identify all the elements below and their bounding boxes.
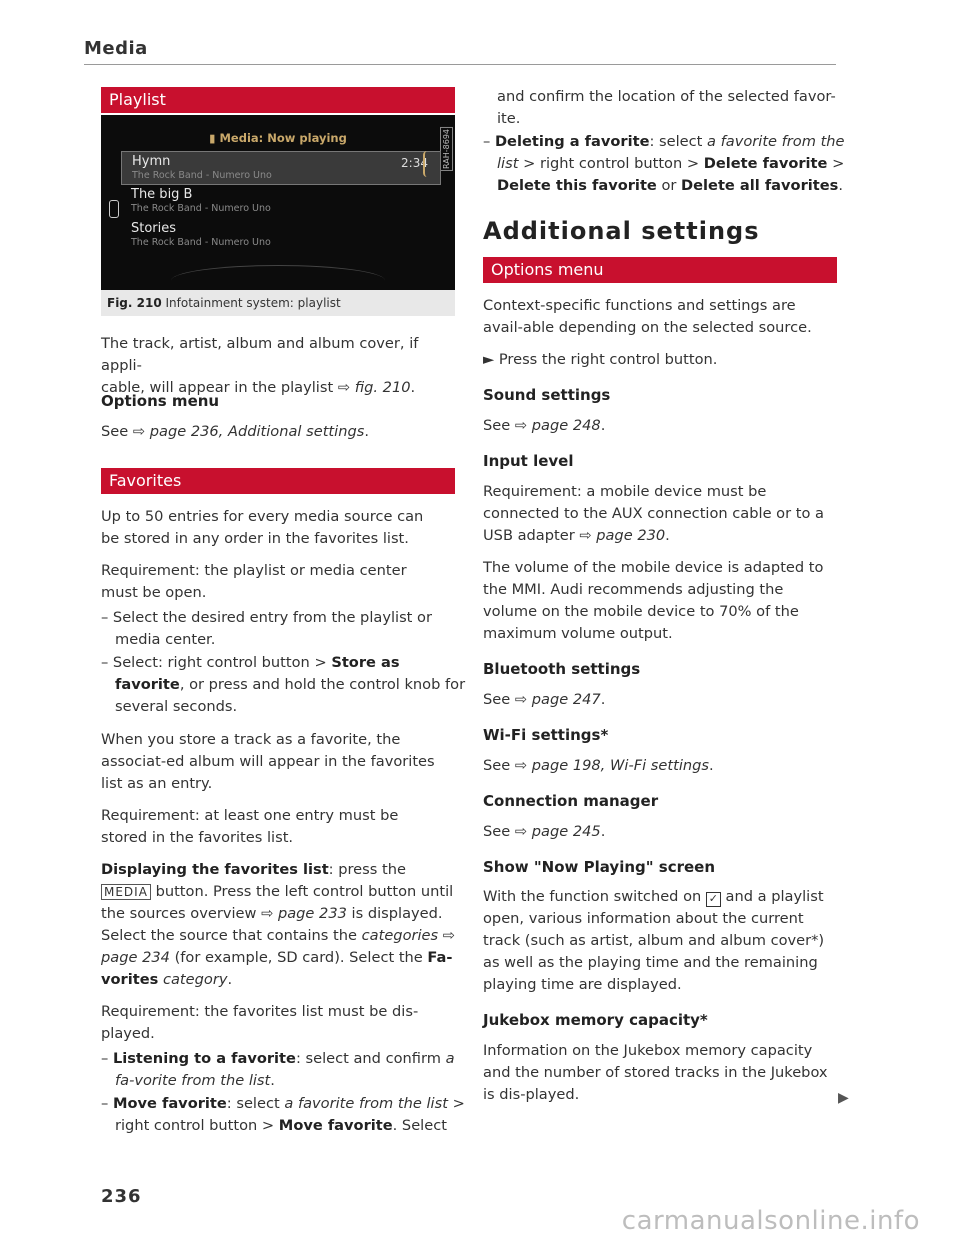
track-artist: The Rock Band - Numero Uno <box>131 203 271 214</box>
text: category <box>162 971 228 988</box>
text: With the function switched on <box>483 888 706 905</box>
scroll-indicator-icon <box>109 200 119 218</box>
media-icon: ▮ <box>209 131 220 145</box>
track-artist: The Rock Band - Numero Uno <box>131 237 271 248</box>
sound-see: See ⇨ page 248. <box>483 417 606 434</box>
page-ref-link[interactable]: ⇨ page 248 <box>514 417 601 434</box>
track-title: Stories <box>131 221 177 236</box>
favorites-step-1: – Select the desired entry from the playlist or media center. <box>101 609 432 648</box>
figure-caption-text: Infotainment system: playlist <box>165 296 341 310</box>
screen-title-text: Media: Now playing <box>219 131 347 145</box>
figure-caption <box>101 290 455 316</box>
text: : select <box>226 1095 285 1112</box>
page-ref-link[interactable]: ⇨ page 234 <box>101 927 456 966</box>
additional-settings-heading: Additional settings <box>483 217 760 245</box>
text: See <box>483 417 515 434</box>
options-menu-heading: Options menu <box>101 392 220 410</box>
sound-settings-heading: Sound settings <box>483 386 611 404</box>
text: See <box>483 757 515 774</box>
track-row <box>121 219 441 251</box>
text: Move favorite <box>278 1117 393 1134</box>
screen-title <box>101 131 455 145</box>
text: Delete all favorites <box>681 177 839 194</box>
text: or <box>656 177 682 194</box>
track-row <box>121 185 441 217</box>
connection-manager-heading: Connection manager <box>483 792 659 810</box>
text: . Select <box>392 1117 447 1134</box>
section-header: Media <box>84 38 148 59</box>
favorites-store-note: When you store a track as a favorite, the associat-ed album will appear in the favorites list as an entry. <box>101 731 435 792</box>
text: Delete favorite <box>703 155 828 172</box>
favorites-step-2 <box>101 652 469 718</box>
favorites-bar-label: Favorites <box>109 471 182 490</box>
header-rule <box>84 64 836 65</box>
watermark: carmanualsonline.info <box>621 1206 920 1236</box>
next-page-arrow-icon: ▶ <box>838 1090 849 1106</box>
media-key: MEDIA <box>101 884 151 900</box>
right-control-icon <box>423 151 433 177</box>
jukebox-text: Information on the Jukebox memory capacity and the number of stored tracks in the Jukebox is dis-played. <box>483 1042 828 1103</box>
input-level-heading: Input level <box>483 452 574 470</box>
text: Deleting a favorite <box>494 133 650 150</box>
page-ref-link[interactable]: ⇨ page 198, Wi-Fi settings <box>514 757 709 774</box>
track-row-selected <box>121 151 441 185</box>
text: > <box>827 155 845 172</box>
now-playing-text <box>483 886 837 996</box>
page-ref-link[interactable]: ⇨ page 245 <box>514 823 601 840</box>
input-requirement: Requirement: a mobile device must be connected to the AUX connection cable or to a USB adapter ⇨ page 230. <box>483 483 824 544</box>
now-playing-heading: Show "Now Playing" screen <box>483 858 716 876</box>
fig-ref-link[interactable]: ⇨ fig. 210 <box>337 379 411 396</box>
screen-arc-decoration <box>171 265 385 290</box>
favorites-requirement-2: Requirement: at least one entry must be stored in the favorites list. <box>101 807 399 846</box>
text: > right control button > <box>115 1095 465 1134</box>
page-number: 236 <box>101 1186 142 1207</box>
text: Listening to a favorite <box>112 1050 296 1067</box>
text: (for example, SD card). Select the <box>169 949 428 966</box>
favorites-intro: Up to 50 entries for every media source can be stored in any order in the favorites list. <box>101 508 424 547</box>
bluetooth-settings-heading: Bluetooth settings <box>483 660 641 678</box>
text: a fa-vorite from the list <box>115 1050 455 1089</box>
listening-favorite: – Listening to a favorite: select and confirm a fa-vorite from the list. <box>101 1050 455 1089</box>
continue-text: and confirm the location of the selected favor-ite. <box>497 88 836 127</box>
deleting-favorite: – Deleting a favorite: select a favorite from the list > right control button > Delete favorite > Delete this favorite or Delete all favorites. <box>483 133 845 194</box>
image-code: RAH-8694 <box>442 129 451 169</box>
bluetooth-see: See ⇨ page 247. <box>483 691 606 708</box>
displaying-favorites: Displaying the favorites list: press the MEDIA button. Press the left control button until the sources overview ⇨ page 233 is displayed. Select the source that contains the categories ⇨ page 234 (for example, SD card). Select the Fa-vorites category. <box>101 861 456 988</box>
page-ref-link[interactable]: ⇨ page 236, Additional settings <box>132 423 365 440</box>
favorites-section-bar <box>101 468 455 494</box>
text: a favorite from the list <box>284 1095 448 1112</box>
text: > right control button > <box>518 155 704 172</box>
press-right-control: ► Press the right control button. <box>483 351 718 368</box>
playlist-bar-label: Playlist <box>109 90 166 109</box>
text: – Select: right control button > <box>101 654 332 671</box>
text: Fa-vorites <box>101 949 453 988</box>
jukebox-heading: Jukebox memory capacity* <box>483 1011 708 1029</box>
text: : select <box>649 133 708 150</box>
options-bar-label: Options menu <box>491 260 604 279</box>
text: Delete this favorite <box>497 177 657 194</box>
options-see: See ⇨ page 236, Additional settings. <box>101 423 369 440</box>
text: a favorite from the list <box>497 133 845 172</box>
track-title: The big B <box>131 187 193 202</box>
track-time: 2:34 <box>401 156 428 170</box>
text: Requirement: a mobile device must be connected to the AUX connection cable or to a USB adapter <box>483 483 824 544</box>
checkbox-checked-icon: ✓ <box>706 892 721 907</box>
text: , or press and hold the control knob for several seconds. <box>115 676 466 715</box>
figure-label: Fig. 210 <box>107 296 162 310</box>
track-artist: The Rock Band - Numero Uno <box>132 170 272 181</box>
text: Store as favorite <box>115 654 400 693</box>
text: See <box>483 691 515 708</box>
page-ref-link[interactable]: ⇨ page 233 <box>261 905 347 922</box>
text: : press the <box>328 861 406 878</box>
text: The track, artist, album and album cover, if appli- <box>101 335 419 374</box>
text: button. Press the left control button until the sources overview <box>101 883 454 922</box>
text: See <box>101 423 133 440</box>
favorites-requirement-1: Requirement: the playlist or media center must be open. <box>101 562 407 601</box>
context-text: Context-specific functions and settings are avail-able depending on the selected source. <box>483 297 812 336</box>
track-title: Hymn <box>132 154 171 169</box>
text: : select and confirm <box>295 1050 446 1067</box>
text: cable, will appear in the playlist <box>101 379 338 396</box>
playlist-description: The track, artist, album and album cover, if appli- cable, will appear in the playlist ⇨ fig. 210. <box>101 335 419 396</box>
playlist-figure <box>101 115 455 290</box>
wifi-see: See ⇨ page 198, Wi-Fi settings. <box>483 757 714 774</box>
text: is displayed. Select the source that contains the <box>101 905 443 944</box>
page-ref-link[interactable]: ⇨ page 230 <box>579 527 666 544</box>
move-favorite: – Move favorite: select a favorite from the list > right control button > Move favorite. Select <box>101 1095 465 1134</box>
text: categories <box>361 927 439 944</box>
options-menu-bar <box>483 257 837 283</box>
connection-see: See ⇨ page 245. <box>483 823 606 840</box>
text: Move favorite <box>112 1095 227 1112</box>
wifi-settings-heading: Wi-Fi settings* <box>483 726 609 744</box>
input-volume-text: The volume of the mobile device is adapted to the MMI. Audi recommends adjusting the volume on the mobile device to 70% of the maximum volume output. <box>483 559 824 642</box>
text: Displaying the favorites list <box>101 861 329 878</box>
text: See <box>483 823 515 840</box>
playlist-section-bar <box>101 87 455 113</box>
favorites-requirement-3: Requirement: the favorites list must be dis-played. <box>101 1003 419 1042</box>
text: and a playlist open, various information about the current track (such as artist, album and album cover*) as well as the playing time and the remaining playing time are displayed. <box>483 888 825 993</box>
page-ref-link[interactable]: ⇨ page 247 <box>514 691 601 708</box>
